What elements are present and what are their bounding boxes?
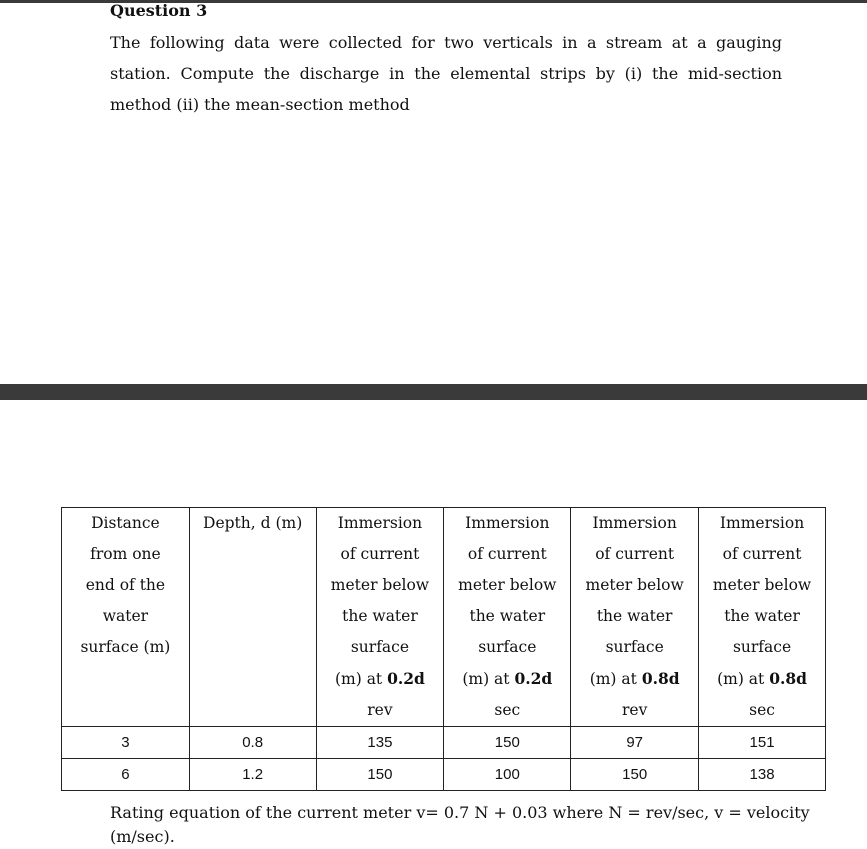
header-prefix: (m) at xyxy=(334,670,388,688)
header-unit: sec xyxy=(494,701,521,719)
table-cell: 3 xyxy=(62,727,190,759)
table-cell: 138 xyxy=(699,759,826,791)
header-immersion-0.2d-sec xyxy=(444,508,571,727)
table-cell: 1.2 xyxy=(189,759,316,791)
table-cell: 150 xyxy=(444,727,571,759)
table-cell: 97 xyxy=(571,727,699,759)
page-break-bar xyxy=(0,384,867,400)
table-cell: 150 xyxy=(571,759,699,791)
header-immersion-0.2d-rev xyxy=(316,508,444,727)
header-unit: sec xyxy=(749,701,775,719)
header-text: Immersion of current meter below the water surface xyxy=(585,514,684,656)
table-row xyxy=(62,759,826,791)
header-bold-fraction: 0.8d xyxy=(769,669,808,688)
header-depth-fraction xyxy=(705,663,819,695)
header-distance-text: Distance from one end of the water surface (m) xyxy=(80,514,171,656)
table-header-row xyxy=(62,508,826,727)
header-prefix: (m) at xyxy=(589,670,642,688)
header-immersion-0.8d-rev xyxy=(571,508,699,727)
header-text: Immersion of current meter below the water surface xyxy=(330,514,430,656)
table-cell: 6 xyxy=(62,759,190,791)
header-text: Immersion of current meter below the water surface xyxy=(712,514,812,656)
header-bold-fraction: 0.2d xyxy=(514,669,553,688)
header-unit: rev xyxy=(367,701,393,719)
table-cell: 151 xyxy=(699,727,826,759)
header-bold-fraction: 0.8d xyxy=(641,669,680,688)
table-cell: 135 xyxy=(316,727,444,759)
question-heading: Question 3 xyxy=(110,1,208,20)
rating-equation: Rating equation of the current meter v= 0.7 N + 0.03 where N = rev/sec, v = velocity (m/sec). xyxy=(110,803,810,846)
header-prefix: (m) at xyxy=(462,670,515,688)
header-prefix: (m) at xyxy=(717,670,770,688)
table-cell: 100 xyxy=(444,759,571,791)
header-unit: rev xyxy=(621,701,648,719)
header-depth-fraction xyxy=(577,663,692,695)
header-immersion-0.8d-sec xyxy=(699,508,826,727)
table-cell: 150 xyxy=(316,759,444,791)
table-row xyxy=(62,727,826,759)
header-depth-fraction xyxy=(323,663,438,695)
data-table xyxy=(61,507,826,791)
header-text: Immersion of current meter below the water surface xyxy=(458,514,557,656)
question-paragraph: The following data were collected for two verticals in a stream at a gauging station. Compute the discharge in the elemental strips by (i) the mid-section method (ii) the mean-section method xyxy=(110,33,782,114)
header-bold-fraction: 0.2d xyxy=(387,669,425,688)
header-depth-text: Depth, d (m) xyxy=(203,514,303,532)
table-cell: 0.8 xyxy=(189,727,316,759)
header-distance xyxy=(62,508,190,727)
header-depth xyxy=(189,508,316,727)
header-depth-fraction xyxy=(450,663,564,695)
